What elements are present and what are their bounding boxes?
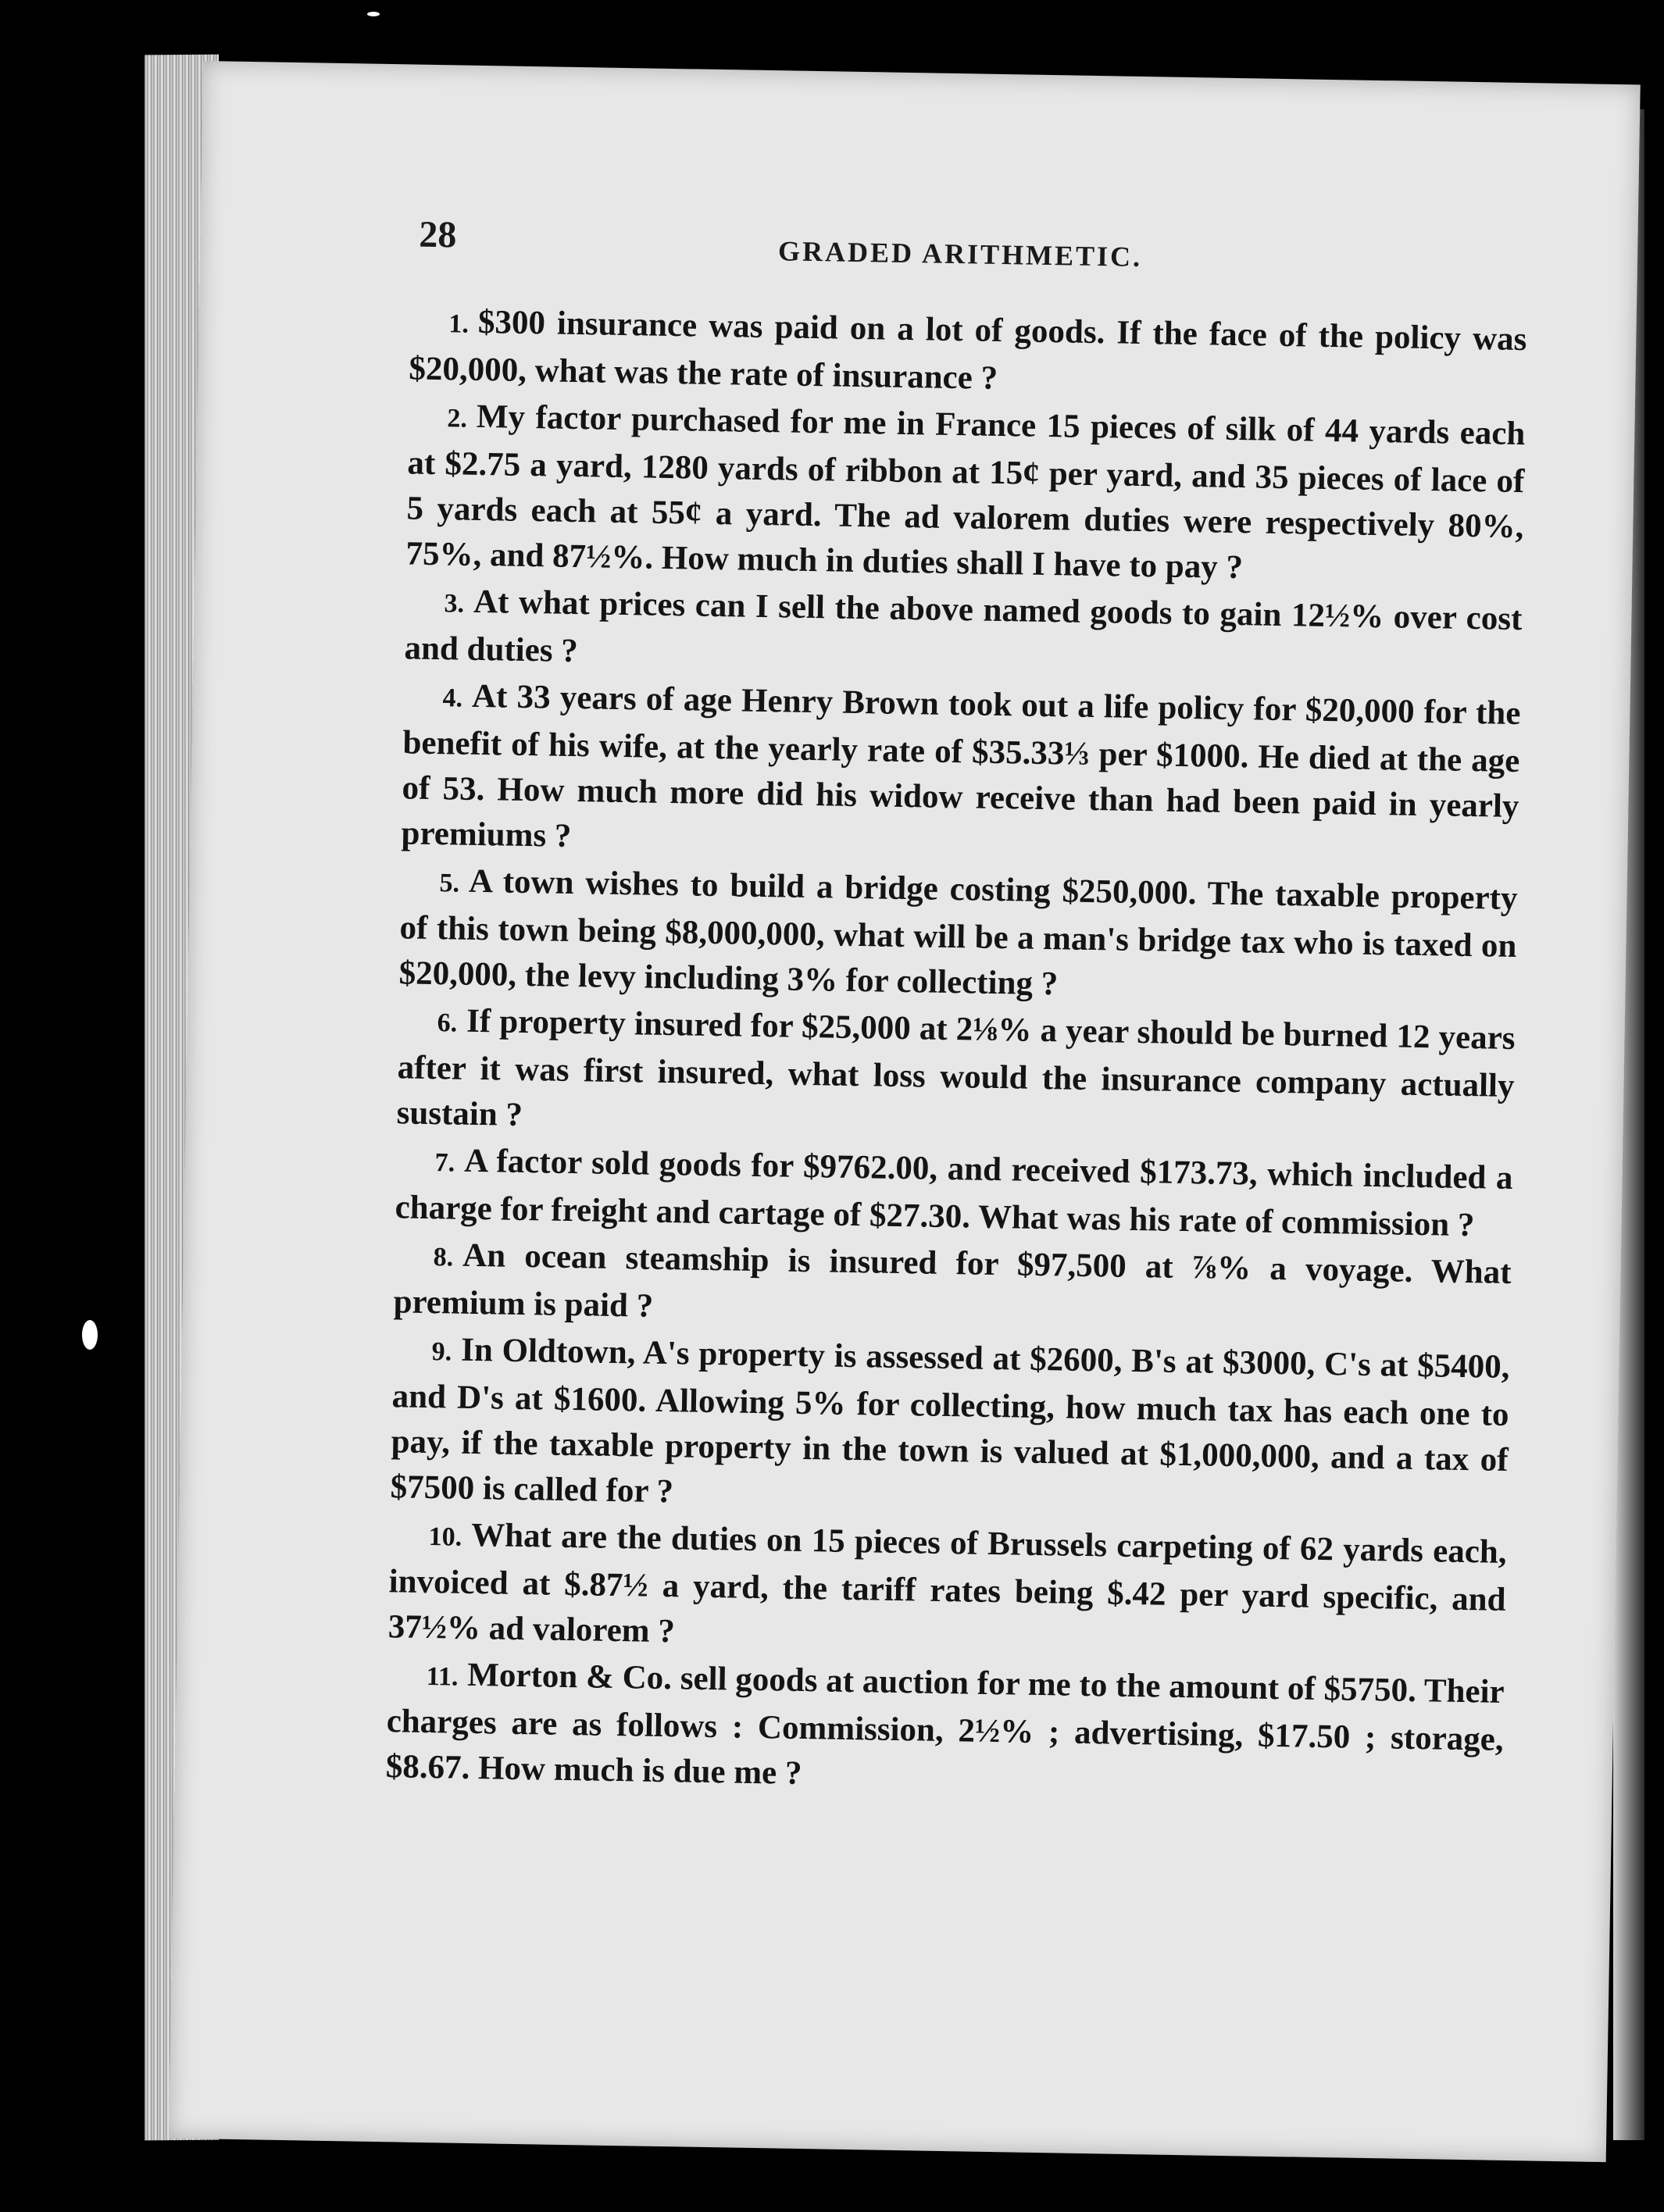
book-page — [169, 61, 1641, 2162]
problem-text: At 33 years of age Henry Brown took out a life policy for $20,000 for the benefit of his wife, at the yearly rate of $35.33⅓ per $1000. He died at the age of 53. How much more did his widow receive than had been paid in yearly premiums ? — [401, 677, 1521, 854]
scan-speck — [367, 12, 380, 16]
problem-list — [385, 298, 1527, 1809]
problem-text: What are the duties on 15 pieces of Brussels carpeting of 62 yards each, invoiced at $.87½ a yard, the tariff rates being $.42 per yard specific, and 37½% ad valorem ? — [387, 1516, 1507, 1650]
problem-number: 5. — [439, 869, 460, 898]
problem-6 — [396, 997, 1516, 1154]
problem-text: A factor sold goods for $9762.00, and received $173.73, which included a charge for freight and cartage of $27.30. What was his rate of commission ? — [395, 1142, 1513, 1244]
problem-number: 3. — [444, 589, 465, 619]
problem-number: 11. — [426, 1662, 459, 1692]
problem-11 — [385, 1651, 1505, 1808]
problem-3 — [404, 578, 1523, 690]
page-number: 28 — [418, 213, 457, 256]
problem-text: A town wishes to build a bridge costing $250,000. The taxable property of this town being $8,000,000, what will be a man's bridge tax who is taxed on $20,000, the levy including 3% for collecting ? — [398, 862, 1518, 1003]
problem-number: 4. — [442, 683, 463, 713]
problem-text: My factor purchased for me in France 15 pieces of silk of 44 yards each at $2.75 a yard, 1280 yards of ribbon at 15¢ per yard, and 35 pieces of lace of 5 yards each at 55¢ a yard. The ad valorem duties were respectively 80%, 75%, and 87½%. How much in duties shall I have to pay ? — [405, 398, 1526, 587]
problem-number: 6. — [437, 1008, 458, 1038]
problem-2 — [405, 393, 1526, 595]
problem-number: 2. — [447, 404, 468, 433]
running-title: GRADED ARITHMETIC. — [777, 235, 1143, 273]
problem-10 — [387, 1511, 1507, 1668]
problem-4 — [401, 673, 1521, 875]
problem-8 — [393, 1232, 1512, 1343]
scan-speck — [82, 1320, 98, 1350]
problem-1 — [409, 298, 1527, 410]
problem-text: At what prices can I sell the above named goods to gain 12½% over cost and duties ? — [404, 583, 1523, 670]
page-header — [200, 209, 1638, 295]
problem-number: 1. — [448, 309, 470, 339]
problem-9 — [390, 1326, 1510, 1529]
problem-text: An ocean steamship is insured for $97,500 at ⅞% a voyage. What premium is paid ? — [393, 1236, 1512, 1325]
problem-text: If property insured for $25,000 at 2⅛% a year should be burned 12 years after it was first insured, what loss would the insurance company actually sustain ? — [396, 1002, 1516, 1133]
problem-number: 10. — [428, 1522, 462, 1552]
problem-text: In Oldtown, A's property is assessed at $2600, B's at $3000, C's at $5400, and D's at $1600. Allowing 5% for collecting, how much tax has each one to pay, if the taxable property in the town is valued at $1,000,000, and a tax of $7500 is called for ? — [390, 1331, 1510, 1511]
problem-number: 7. — [434, 1148, 455, 1178]
problem-text: Morton & Co. sell goods at auction for me to the amount of $5750. Their charges are as follows : Commission, 2½% ; advertising, $17.50 ; storage, $8.67. How much is due me ? — [385, 1656, 1505, 1793]
problem-5 — [398, 858, 1518, 1015]
problem-number: 8. — [433, 1243, 454, 1272]
problem-number: 9. — [431, 1337, 452, 1367]
problem-7 — [395, 1137, 1513, 1249]
problem-text: $300 insurance was paid on a lot of goods. If the face of the policy was $20,000, what was the rate of insurance ? — [409, 303, 1527, 397]
